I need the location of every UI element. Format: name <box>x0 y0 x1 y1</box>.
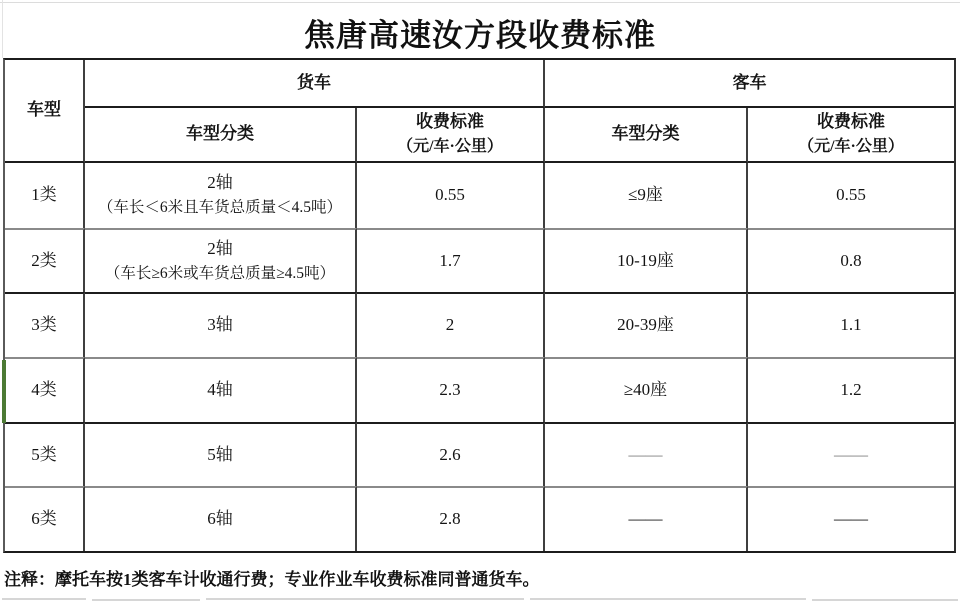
header-truck-rate-line2: （元/车·公里） <box>397 138 503 156</box>
cell-vehicle-type: 1类 <box>5 163 85 228</box>
cell-bus-class-dash: —— <box>545 422 748 487</box>
cell-bus-rate: 0.8 <box>748 228 954 293</box>
header-bus-rate-line1: 收费标准 <box>817 111 885 131</box>
truck-class-line2: （车长≥6米或车货总质量≥4.5吨） <box>104 265 336 283</box>
cell-truck-class: 6轴 <box>85 486 357 551</box>
cell-truck-class <box>85 228 357 293</box>
cell-vehicle-type: 6类 <box>5 486 85 551</box>
gridline-segment <box>812 599 958 601</box>
cell-bus-class: 20-39座 <box>545 292 748 357</box>
header-bus-rate-line2: （元/车·公里） <box>798 138 904 156</box>
green-left-accent-border <box>2 360 6 423</box>
header-bus-rate <box>748 108 954 163</box>
page-title: 焦唐高速汝方段收费标准 <box>304 18 656 53</box>
cell-truck-class: 4轴 <box>85 357 357 422</box>
truck-class-line1: 2轴 <box>207 173 233 193</box>
header-vehicle-type: 车型 <box>5 60 85 163</box>
cell-bus-rate-dash: —— <box>748 422 954 487</box>
cell-truck-rate: 0.55 <box>357 163 545 228</box>
cell-truck-rate: 2.8 <box>357 486 545 551</box>
gridline-segment <box>92 599 200 601</box>
cell-vehicle-type: 2类 <box>5 228 85 293</box>
cell-vehicle-type: 4类 <box>5 357 85 422</box>
cell-bus-rate: 1.2 <box>748 357 954 422</box>
cell-truck-rate: 2.3 <box>357 357 545 422</box>
header-bus-group: 客车 <box>545 60 954 108</box>
cell-bus-class: 10-19座 <box>545 228 748 293</box>
window-top-edge <box>0 2 960 3</box>
gridline-segment <box>2 598 86 600</box>
cell-bus-rate-dash: —— <box>748 486 954 551</box>
spreadsheet-gridline-strip <box>0 598 960 601</box>
toll-rate-table <box>3 58 956 553</box>
cell-bus-class: ≥40座 <box>545 357 748 422</box>
cell-bus-rate: 1.1 <box>748 292 954 357</box>
header-truck-group: 货车 <box>85 60 545 108</box>
cell-vehicle-type: 3类 <box>5 292 85 357</box>
cell-truck-rate: 2.6 <box>357 422 545 487</box>
cell-bus-rate: 0.55 <box>836 185 866 205</box>
cell-truck-rate: 1.7 <box>357 228 545 293</box>
footnote: 注释：摩托车按1类客车计收通行费；专业作业车收费标准同普通货车。 <box>4 570 540 589</box>
cell-truck-class: 5轴 <box>85 422 357 487</box>
cell-bus-class: ≤9座 <box>545 163 748 228</box>
cell-truck-class <box>85 163 357 228</box>
header-truck-rate <box>357 108 545 163</box>
truck-class-line2: （车长＜6米且车货总质量＜4.5吨） <box>97 199 343 217</box>
header-bus-class: 车型分类 <box>545 108 748 163</box>
header-truck-class: 车型分类 <box>85 108 357 163</box>
cell-truck-rate: 2 <box>357 292 545 357</box>
gridline-segment <box>206 598 524 600</box>
cell-bus-class-dash: —— <box>545 486 748 551</box>
cell-truck-class: 3轴 <box>85 292 357 357</box>
gridline-segment <box>530 598 806 600</box>
cell-vehicle-type: 5类 <box>5 422 85 487</box>
truck-class-line1: 2轴 <box>207 238 233 258</box>
header-truck-rate-line1: 收费标准 <box>416 111 484 131</box>
